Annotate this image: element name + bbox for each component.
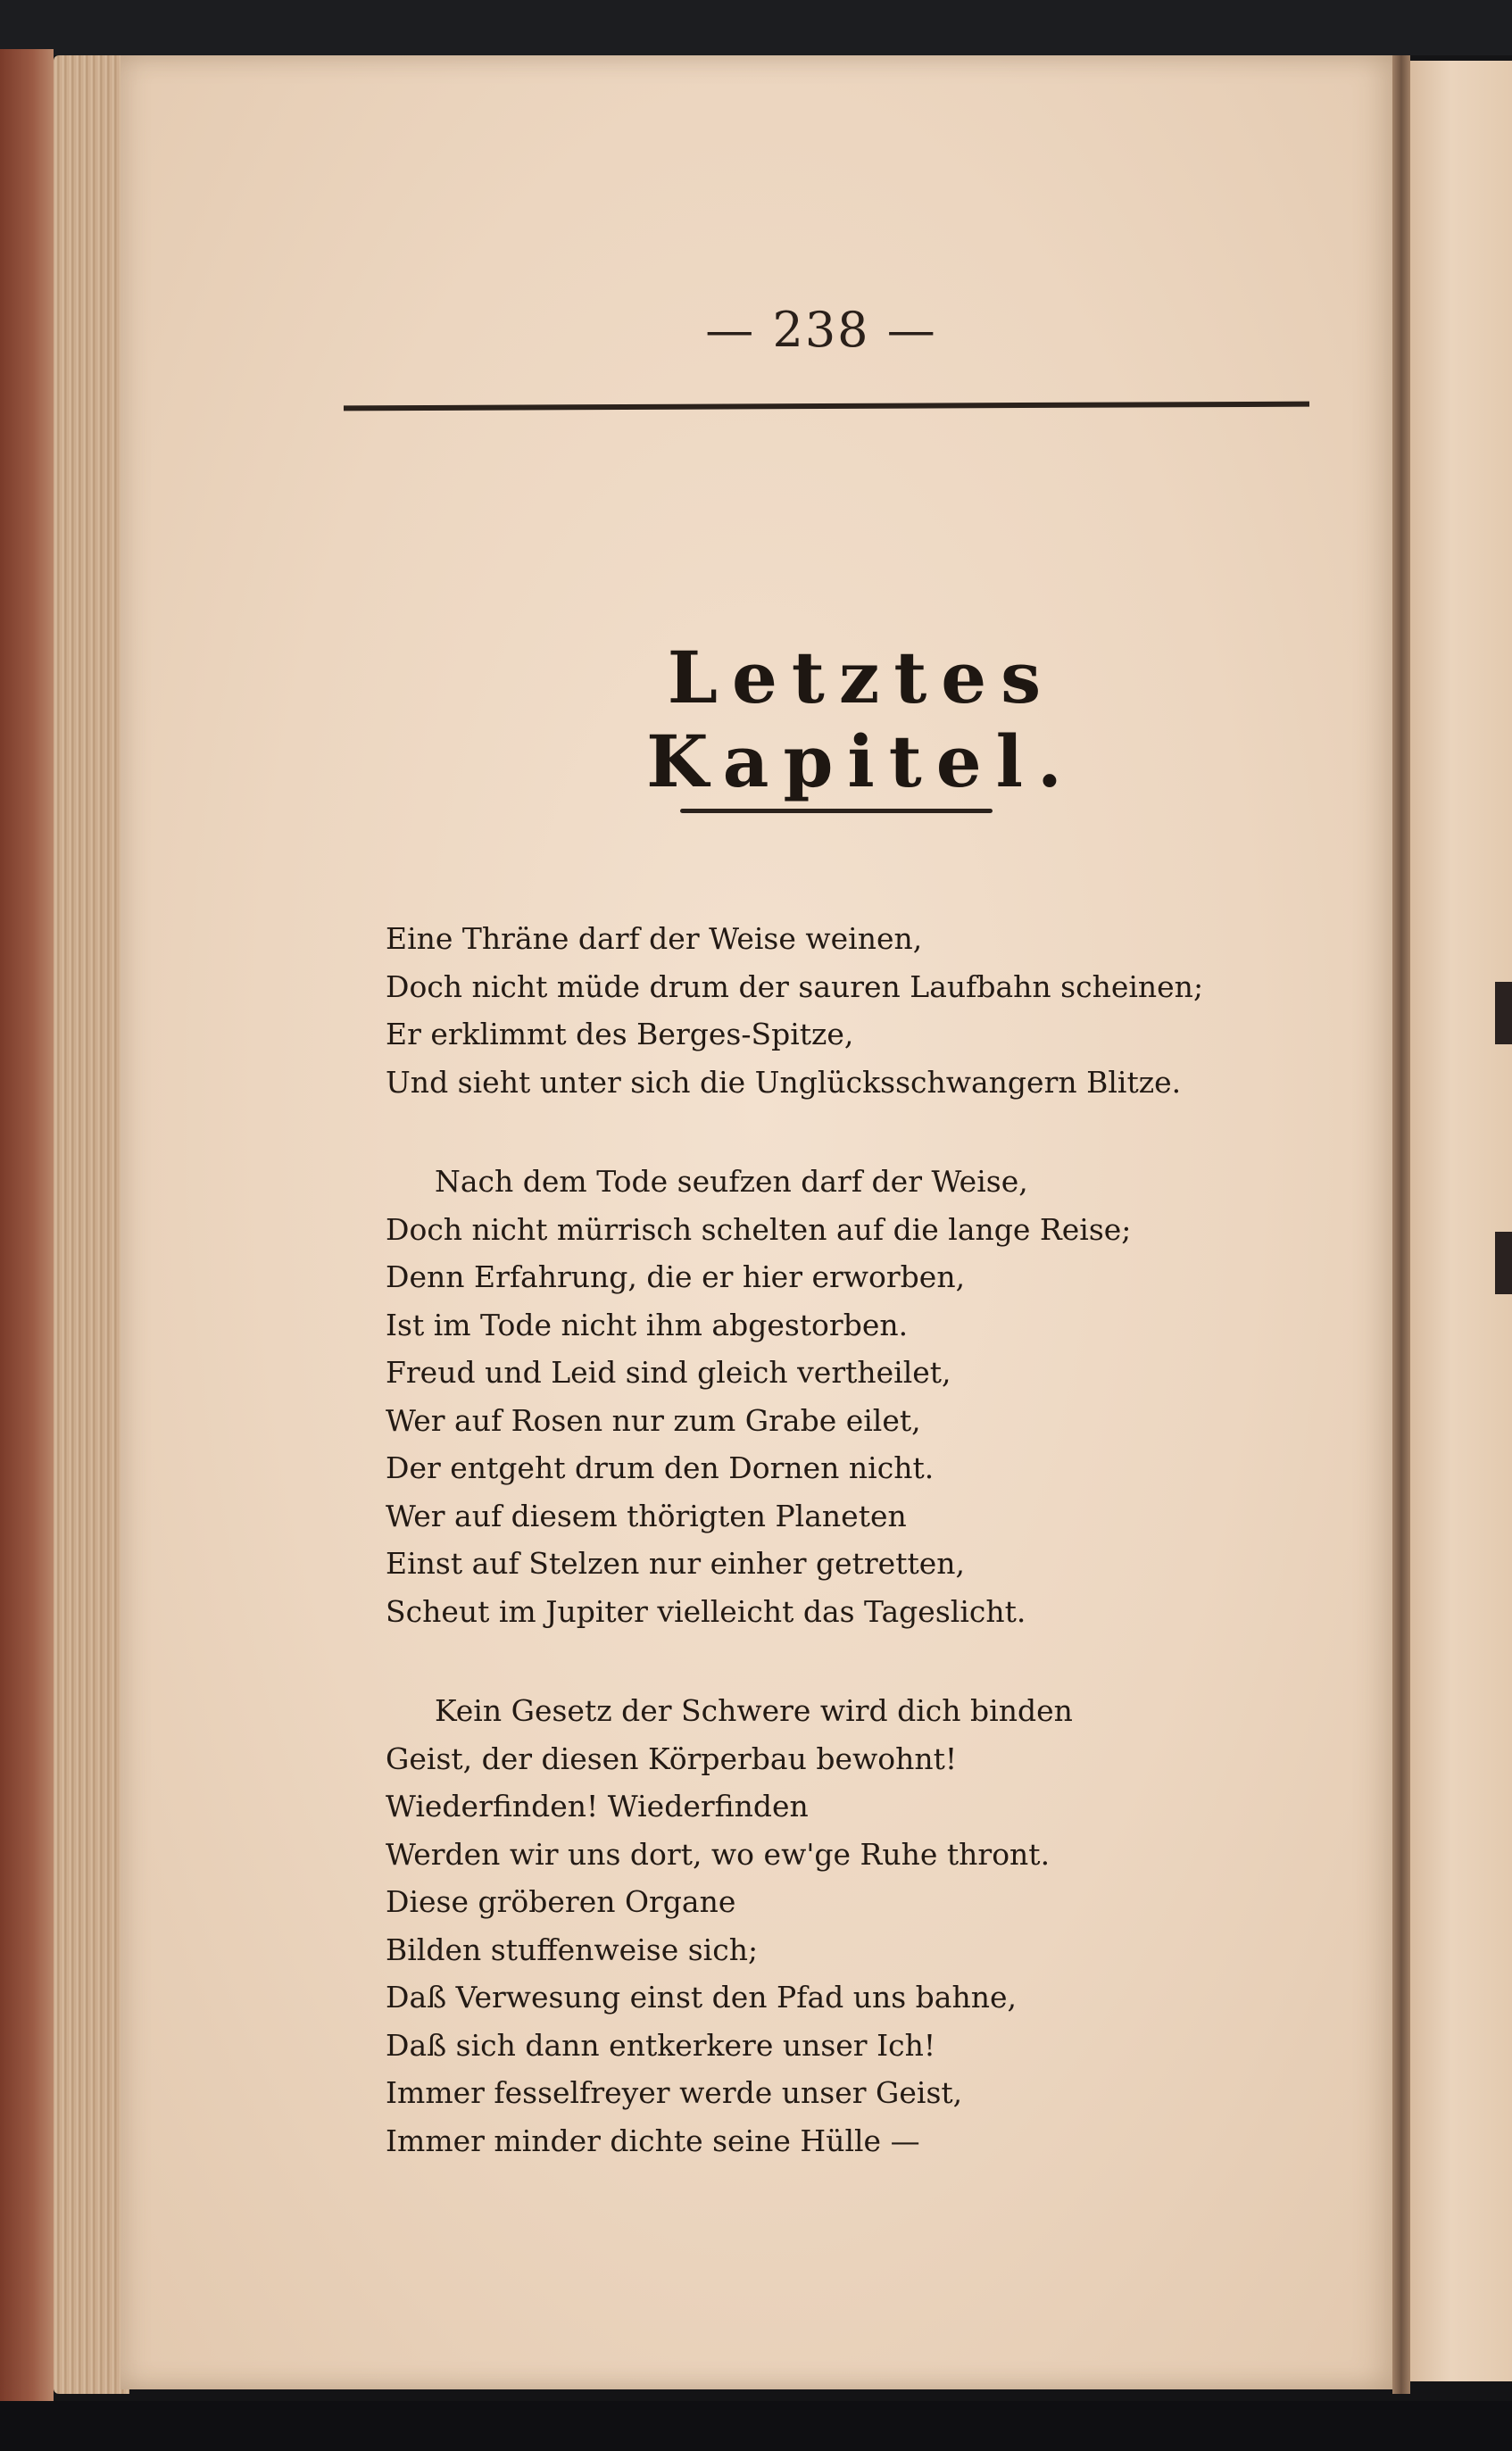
poem-line: Wer auf Rosen nur zum Grabe eilet, [386, 1402, 921, 1438]
chapter-title: Letztes Kapitel. [646, 636, 1076, 803]
poem-line: Wiederfinden! Wiederfinden [386, 1789, 809, 1824]
poem-line: Nach dem Tode seufzen darf der Weise, [435, 1164, 1028, 1199]
poem-line: Ist im Tode nicht ihm abgestorben. [386, 1307, 909, 1342]
poem-line: Scheut im Jupiter vielleicht das Tageslicht. [386, 1593, 1026, 1629]
stanza [386, 1158, 1260, 1635]
scanner-background [0, 0, 1512, 55]
facing-page-ink [1495, 982, 1512, 1044]
title-rule [680, 809, 993, 813]
poem-line: Doch nicht müde drum der sauren Laufbahn scheinen; [386, 968, 1204, 1004]
poem-line: Er erklimmt des Berges-Spitze, [386, 1017, 854, 1051]
poem-line: Und sieht unter sich die Unglücksschwangern Blitze. [386, 1064, 1182, 1100]
book-cover-edge [0, 49, 54, 2405]
poem-line: Freud und Leid sind gleich vertheilet, [386, 1355, 951, 1390]
poem-line: Der entgeht drum den Dornen nicht. [386, 1450, 935, 1485]
poem [386, 915, 1260, 2216]
poem-line: Eine Thräne darf der Weise weinen, [386, 921, 923, 956]
poem-line: Kein Gesetz der Schwere wird dich binden [435, 1693, 1073, 1728]
poem-line: Einst auf Stelzen nur einher getretten, [386, 1546, 965, 1581]
page-number: — 238 — [705, 302, 937, 358]
facing-page-edge [1410, 61, 1512, 2381]
poem-line: Werden wir uns dort, wo ew'ge Ruhe thront. [386, 1836, 1051, 1872]
poem-line: Daß sich dann entkerkere unser Ich! [386, 2027, 936, 2063]
book-gutter [1392, 55, 1410, 2394]
poem-line: Doch nicht mürrisch schelten auf die lange Reise; [386, 1211, 1132, 1247]
stanza [386, 915, 1260, 1106]
poem-line: Immer fesselfreyer werde unser Geist, [386, 2075, 963, 2110]
poem-line: Wer auf diesem thörigten Planeten [386, 1498, 907, 1533]
poem-line: Denn Erfahrung, die er hier erworben, [386, 1259, 966, 1294]
poem-line: Immer minder dichte seine Hülle — [386, 2123, 920, 2158]
poem-line: Diese gröberen Organe [386, 1884, 736, 1919]
page-stack-edges [54, 55, 129, 2394]
facing-page-ink [1495, 1232, 1512, 1294]
poem-line: Daß Verwesung einst den Pfad uns bahne, [386, 1980, 1017, 2015]
poem-line: Geist, der diesen Körperbau bewohnt! [386, 1741, 958, 1776]
stanza [386, 1687, 1260, 2164]
scanner-background [0, 2401, 1512, 2451]
poem-line: Bilden stuffenweise sich; [386, 1932, 759, 1967]
